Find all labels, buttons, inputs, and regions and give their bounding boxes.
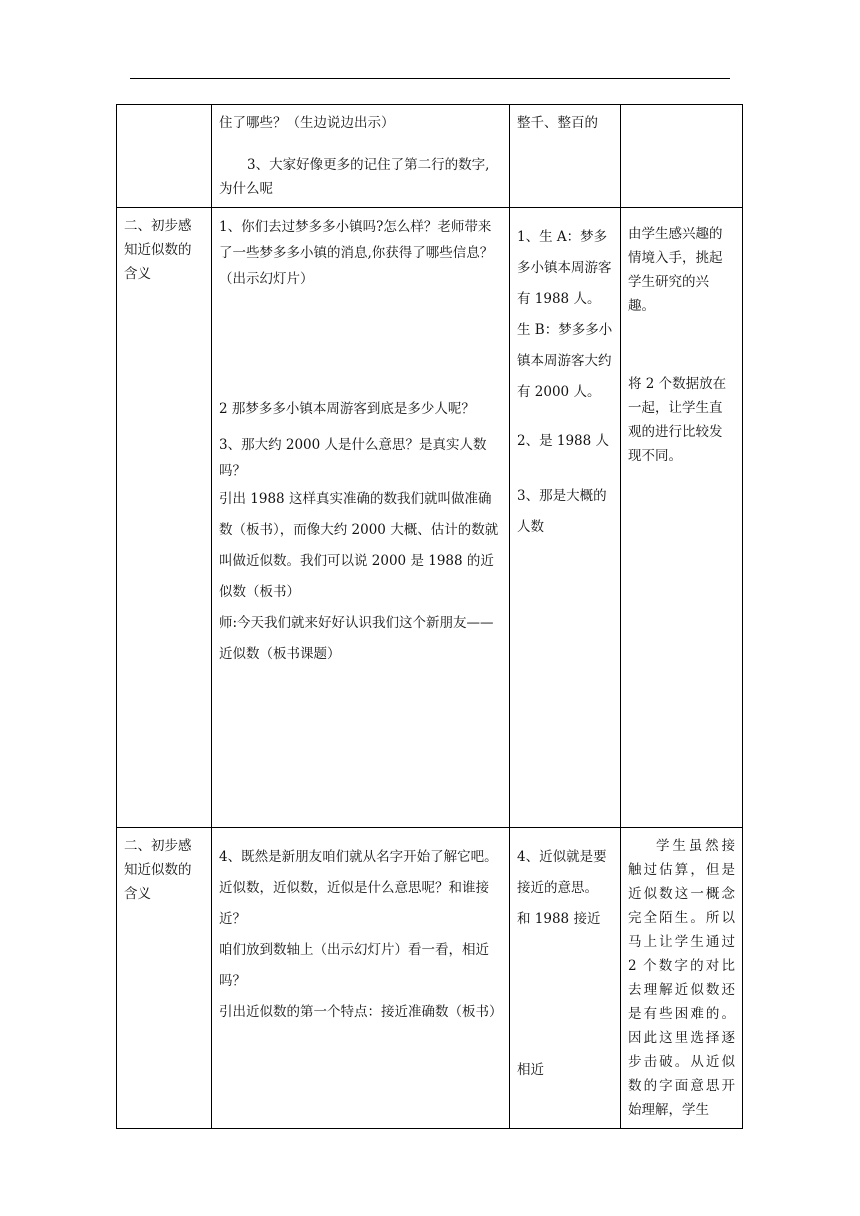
teacher-text: 3、那大约 2000 人是什么意思？是真实人数吗？ [219,437,487,479]
student-text: 和 1988 接近 [517,911,601,927]
student-text: 4、近似就是要接近的意思。 [517,849,607,896]
student-text: 生 B：梦多多小镇本周游客大约有 2000 人。 [517,322,613,400]
table-row [117,208,743,828]
teacher-activity-cell [212,828,510,1129]
stage-cell: 二、初步感知近似数的含义 [117,828,212,1129]
design-intent-cell [621,105,743,208]
teacher-text: 1、你们去过梦多多小镇吗?怎么样？老师带来了一些梦多多小镇的消息,你获得了哪些信息？（出示幻灯片） [219,219,494,287]
teacher-text: 引出近似数的第一个特点：接近准确数（板书） [219,1004,503,1020]
stage-cell [117,105,212,208]
student-activity-cell [510,208,621,828]
stage-cell: 二、初步感知近似数的含义 [117,208,212,828]
student-text: 相近 [517,1062,544,1078]
student-activity-cell [510,828,621,1129]
header-rule [130,78,730,79]
design-intent-cell [621,828,743,1129]
design-intent-cell [621,208,743,828]
teacher-activity-cell [212,105,510,208]
teacher-text: 2 那梦多多小镇本周游客到底是多少人呢？ [219,401,475,417]
student-activity-cell [510,105,621,208]
teacher-text: 住了哪些？（生边说边出示） [219,115,395,131]
intent-text: 由学生感兴趣的情境入手，挑起学生研究的兴趣。 [628,226,723,314]
intent-text: 学生虽然接触过估算，但是近似数这一概念完全陌生。所以马上让学生通过 2 个数字的对比去理解近似数还是有些困难的。因此这里选择逐步击破。从近似数的字面意思开始理解，学生 [628,838,735,1118]
teacher-text: 4、既然是新朋友咱们就从名字开始了解它吧。近似数，近似数，近似是什么意思呢？和谁接近？ [219,849,498,927]
teacher-text: 引出 1988 这样真实准确的数我们就叫做准确数（板书），而像大约 2000 大概、估计的数就叫做近似数。我们可以说 2000 是 1988 的近似数（板书） [219,491,499,600]
table-row [117,105,743,208]
student-text: 1、生 A：梦多多小镇本周游客有 1988 人。 [517,229,612,307]
student-text: 3、那是大概的人数 [517,488,607,535]
lesson-plan-table [116,104,743,1129]
intent-text: 将 2 个数据放在一起，让学生直观的进行比较发现不同。 [628,376,727,464]
student-text: 整千、整百的 [517,115,598,131]
teacher-text: 3、大家好像更多的记住了第二行的数字,为什么呢 [219,157,490,197]
teacher-activity-cell [212,208,510,828]
student-text: 2、是 1988 人 [517,433,610,449]
teacher-text: 师:今天我们就来好好认识我们这个新朋友——近似数（板书课题） [219,615,494,662]
table-row [117,828,743,1129]
teacher-text: 咱们放到数轴上（出示幻灯片）看一看，相近吗？ [219,942,489,989]
